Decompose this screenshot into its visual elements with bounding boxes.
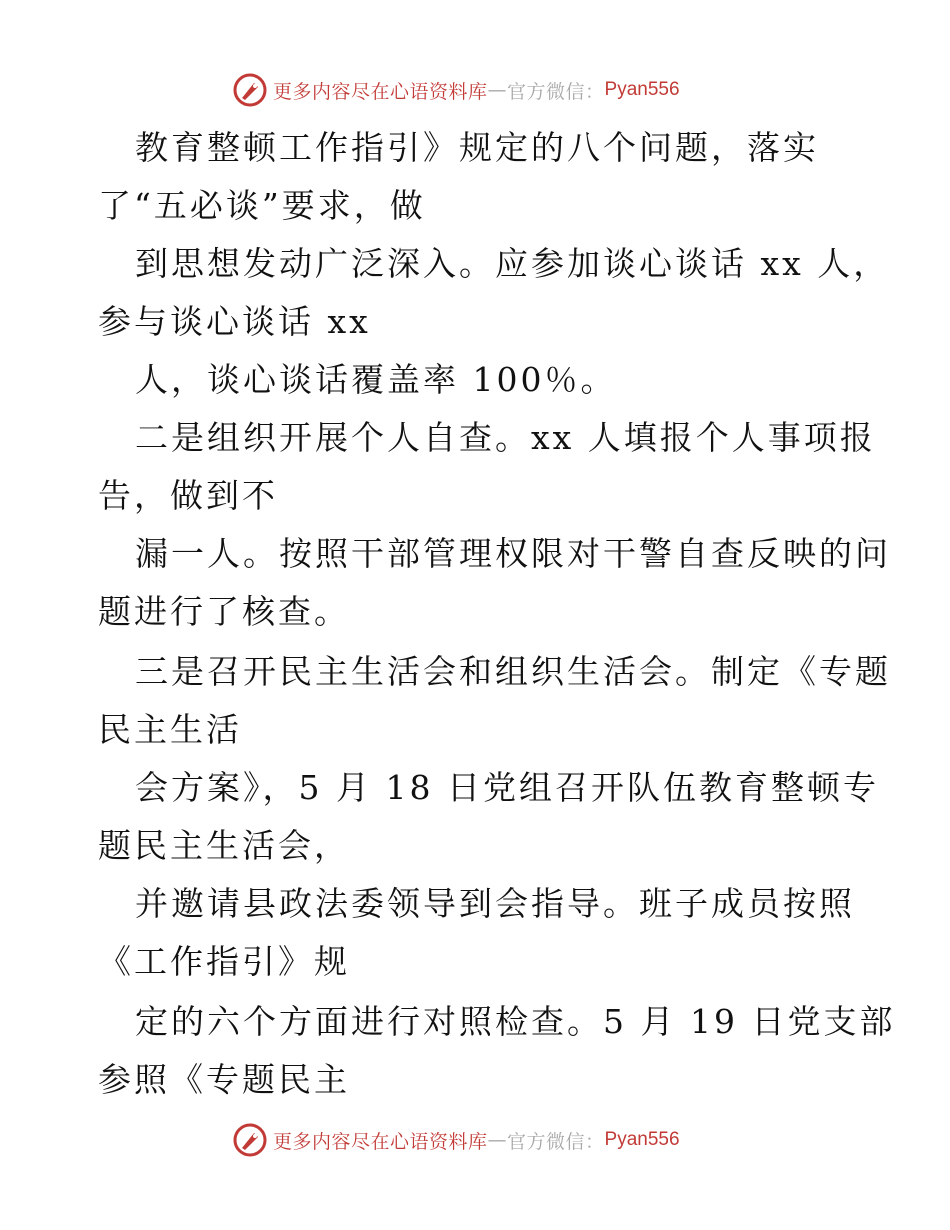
watermark-dash: —	[487, 79, 508, 101]
text-line: 三是召开民主生活会和组织生活会。制定《专题	[135, 652, 891, 691]
text-line: 并邀请县政法委领导到会指导。班子成员按照	[135, 884, 855, 923]
footer-watermark	[233, 1122, 680, 1158]
text-line: 漏一人。按照干部管理权限对干警自查反映的问	[135, 534, 891, 573]
text-line: 人，谈心谈话覆盖率 100％。	[135, 360, 617, 399]
text-line: 参与谈心谈话 xx	[98, 302, 371, 341]
text-line: 了“五必谈”要求，做	[98, 186, 426, 225]
watermark-sub-text: 官方微信：	[507, 1130, 605, 1153]
text-line: 教育整顿工作指引》规定的八个问题，落实	[135, 128, 819, 167]
watermark-main-text: 更多内容尽在心语资料库	[273, 80, 488, 103]
text-line: 会方案》，5 月 18 日党组召开队伍教育整顿专	[135, 768, 879, 807]
text-line: 题民主生活会，	[98, 826, 350, 865]
watermark-sub-text: 官方微信：	[507, 80, 605, 103]
watermark-code: Pyan556	[604, 1129, 680, 1150]
text-line: 民主生活	[98, 710, 242, 749]
text-line: 二是组织开展个人自查。xx 人填报个人事项报	[135, 418, 876, 457]
text-line: 《工作指引》规	[98, 942, 350, 981]
pen-nib-logo-icon	[233, 1123, 267, 1157]
watermark-main-text: 更多内容尽在心语资料库	[273, 1130, 488, 1153]
text-line: 定的六个方面进行对照检查。5 月 19 日党支部	[135, 1002, 896, 1041]
text-line: 题进行了核查。	[98, 592, 350, 631]
watermark-code: Pyan556	[604, 79, 680, 100]
text-line: 到思想发动广泛深入。应参加谈心谈话 xx 人，	[135, 244, 890, 283]
text-line: 参照《专题民主	[98, 1060, 350, 1099]
watermark-dash: —	[487, 1129, 508, 1151]
text-line: 告，做到不	[98, 476, 278, 515]
